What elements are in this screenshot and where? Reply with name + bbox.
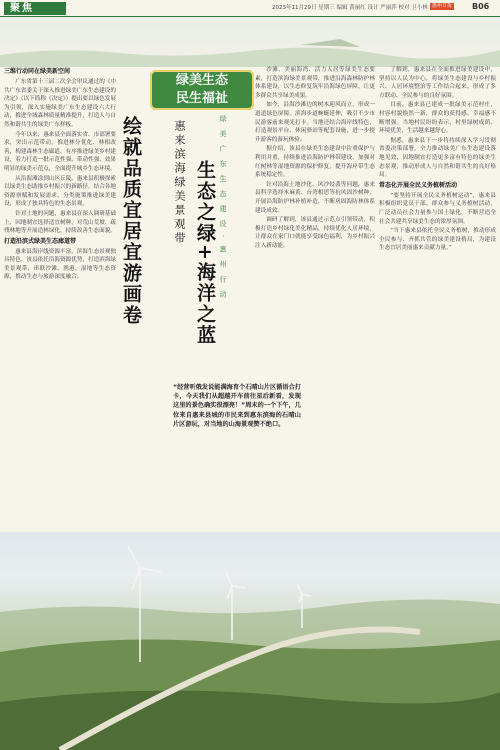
paragraph: 针对沿海土地沙化、风沙侵袭等问题，惠来县科学选择木麻黄、台湾相思等抗风固沙树种，开展沿海防护林补植补造，不断巩固海防林体系建设成效。 [255, 181, 375, 214]
paragraph: 据悉，惠来县下一步将持续深入学习贯彻省委决策部署，全力推动绿美广东生态建设落地见效，因地制宜打造更多富有特色的绿美生态景观，推动形成人与自然和谐共生的良好格局。 [379, 137, 496, 179]
paragraph: “当下惠来县依托全民义务植树，推动形成全民参与、齐抓共管的绿美建设格局，为建设生态宜居美丽惠来贡献力量。” [379, 228, 496, 252]
article-column-1 [4, 66, 116, 530]
subhead: 常态化开展全民义务植树活动 [379, 181, 458, 189]
column-badge [150, 70, 254, 110]
badge-line-2: 民生福祉 [175, 91, 228, 106]
newspaper-tag: 惠州日报 [432, 3, 453, 9]
paragraph: 广东省第十三届二次全会审议通过的《中共广东省委关于深入推进绿美广东生态建设的决定》（以下简称《决定》）提出要以绿色发展为引领，深入实施绿美广东生态建设六大行动，推进全域森林质量精准提升，打造人与自然和谐共生的绿美广东样板。 [4, 79, 116, 128]
paragraph: 了解到，惠来县在全面推进绿美建设中，坚持以人民为中心，将绿美生态建设与乡村振兴、人居环境整治等工作结合起来，形成了多方联动、全民参与的良好氛围。 [379, 67, 496, 99]
paragraph: 据介绍，该县在绿美生态建设中注重保护与利用并重，持续推进沿海防护林带建设，加强对红树林等湿地资源的保护修复，提升海岸带生态系统稳定性。 [255, 146, 375, 179]
paragraph: 从沿海滩涂到山区丘陵，惠来县积极探索以绿美生态助推乡村振兴的新路径，结合各地资源禀赋和发展需求，分类施策推进绿美建设，形成了独具特色的生态景观。 [4, 175, 116, 208]
page-number: B06 [472, 2, 490, 11]
date-editor-info: 2023年11月29日 星期三 编辑 黄丽红 设计 严丽萍 校对 卫小林 [272, 5, 428, 11]
article-column-2 [255, 66, 375, 530]
paragraph: 今年以来，惠来县全面落实省、市部署要求，突出示范带动，推进林分优化、林相改善，构建森林生态廊道，有序推进绿美乡村建设，着力打造一批示范性强、带动性强、效果明显的绿美示范点，全面提升城乡生态环境。 [4, 131, 116, 172]
article-column-3 [379, 66, 496, 530]
section-title: 聚焦 [4, 2, 66, 15]
paragraph: 惠来县海岸线资源丰富，滨海生态景观独具特色。该县依托沿海资源优势，打造滨海绿美景观带，串联沙滩、渔港、湿地等生态资源，推动生态与旅游深度融合。 [4, 248, 116, 281]
headline-main-1: 生态之绿+海洋之蓝 [194, 160, 216, 346]
subhead: 三维行动同在绿美新空间 [4, 68, 71, 75]
paragraph: 针对土地的问题，惠来县在深入调研基础上，因地制宜选择适宜树种，对荒山荒坡、疏残林地等开展造林绿化，持续改善生态面貌。 [4, 210, 116, 235]
headline-sub: 绿美广东生态建设·惠州行动 [219, 115, 227, 306]
headline-main-2: 绘就品质宜居宜游画卷 [120, 116, 142, 326]
badge-line-1: 绿美生态 [175, 73, 228, 88]
headline-kicker: 惠来滨海绿美景观带 [173, 120, 186, 246]
top-landscape-image [0, 17, 500, 67]
wind-farm-coast-photo [0, 532, 500, 750]
paragraph: 如今，沿海沙滩边的树木迎风而立，形成一道道绿色屏障。滨海步道蜿蜒延伸，吸引不少市民游客前来观光打卡。当地还结合海岸线特色，打造观景平台、休闲驿站等配套设施，进一步提升游客的游玩体验。 [255, 102, 375, 143]
paragraph: 调研了解到，该县通过示范点引领带动，积极打造乡村绿化美化精品，持续优化人居环境，让群众在家门口就能享受绿色福利，为乡村振兴注入新动能。 [255, 217, 375, 249]
lead-quote: “经营听俄发说能满海育个石晴山片区循语合打卡，今天我们从超越开车前往星后新看，发现这里的景色确实很漂亮！”周末的一个下午，几位来自惠来县城的市民来到惠东滨海的石晴山片区游玩，对当地的山海景观赞不绝口。 [173, 384, 301, 428]
masthead [0, 0, 500, 16]
paragraph: “要坚持开展全民义务植树运动”，惠来县积极组织党员干部、群众参与义务植树活动，广泛动员社会力量参与国土绿化，不断营造全社会共建共享绿美生态的浓厚氛围。 [379, 192, 496, 225]
subhead: 打造沿滨式绿美生态廊道带 [4, 237, 77, 245]
paragraph: 目前，惠来县已建成一批绿美示范村庄，村容村貌焕然一新，群众的获得感、幸福感不断增强。当地村民纷纷表示，村里绿树成荫、环境优美，生活越来越舒心。 [379, 102, 496, 135]
paragraph: 沙滩、美丽海湾、活力人居等绿美生态要素，打造滨海绿美景观带，推进沿海森林防护林体系建设，以生态修复筑牢沿海绿色屏障，让更多群众共享绿美成果。 [255, 67, 375, 99]
